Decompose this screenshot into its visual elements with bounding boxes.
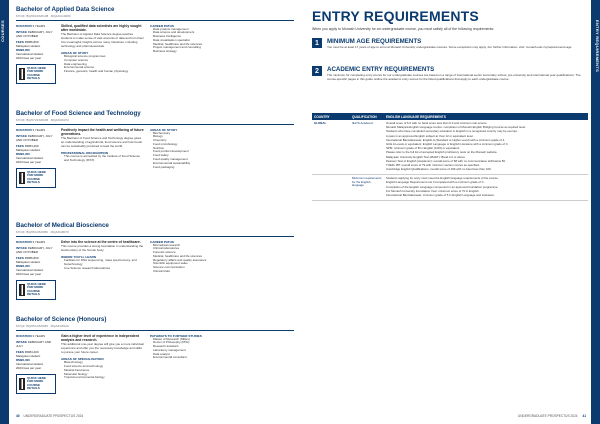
divider: [16, 124, 294, 125]
quick-link-label: QUICK HERE FOR MORE COURSE DETAILS: [27, 65, 46, 81]
requirement-line: Overall score of 6.0 with no band score less than 6.0 and minimum sub-scores.: [386, 121, 488, 125]
course-description: The Bachelor of Food Science and Technology degree gives an understanding of agricultural, food science and how foods can be sustainably produced to feed the world.: [61, 136, 142, 148]
quick-link-button[interactable]: [16, 64, 56, 84]
section-text: You must be at least 17 years of age to enrol at Monash University undergraduate courses. Some exceptions may apply. For further information, visit: monash.edu.my/requirements-age: [327, 45, 572, 49]
table-row: [312, 120, 588, 175]
section-heading: MINIMUM AGE REQUIREMENTS: [327, 38, 422, 45]
list-item: Chemistry: [153, 138, 167, 143]
list-item: Environmental sustainability: [153, 160, 191, 165]
requirement-line: Students applying for entry must meet the English language requirements of the course.: [386, 176, 499, 181]
requirement-line: Pearson Test of English (Academic): overall score of 58 with no communicative skill below 50.: [386, 158, 506, 163]
table-cell-country: [312, 175, 350, 201]
course-code: MYQF: BQ/0511/6/0050 · MQA/FA8070: [16, 230, 69, 234]
course-code: MYQF: BQ/0613/6/0108 · MQA/FA10083: [16, 14, 71, 18]
requirement-line: Completion of the English Language component in an approved foundation programme.: [386, 184, 499, 189]
divider: [16, 20, 294, 21]
requirement-line: Cambridge English Qualifications: overall score of 169 with no band less than 169.: [386, 167, 492, 172]
section-number: 2: [312, 66, 322, 76]
section-heading: ACADEMIC ENTRY REQUIREMENTS: [327, 66, 435, 73]
table-header: ENGLISH LANGUAGE REQUIREMENTS: [384, 113, 588, 120]
qr-code-icon: [19, 172, 25, 184]
list-item: Live Science research laboratories: [64, 265, 111, 270]
side-tab-label: ENTRY REQUIREMENTS: [595, 20, 600, 73]
section-heading: WHERE YOU'LL LEARN: [61, 255, 96, 260]
requirement-line: SPM: minimum grade of B in English (1119) or equivalent.: [386, 146, 460, 151]
fees: FEES RM86,800 Malaysian student RM98,000 International student 2024 fees per year: [16, 39, 44, 60]
duration: DURATION 3 YEARS: [16, 127, 46, 132]
quick-link-label: QUICK HERE FOR MORE COURSE DETAILS: [27, 375, 46, 391]
list-item: Research assistant: [153, 344, 179, 349]
course-lead: Delve into the science at the centre of healthcare.: [61, 239, 141, 244]
section-heading: CAREER PATHS: [150, 239, 174, 244]
duration: DURATION 3 YEARS: [16, 333, 46, 338]
list-item: Environmental consultant: [153, 355, 187, 360]
table-header-row: [312, 113, 588, 120]
course-title: Bachelor of Medical Bioscience: [16, 222, 109, 229]
list-item: Data visualisation specialist: [153, 37, 190, 42]
requirement-line: GCE A Levels or equivalent: English Language or English Literature with a minimum grade of C.: [386, 141, 509, 146]
list-item: Molecular biology: [64, 371, 88, 376]
divider: [16, 236, 294, 237]
list-item: Nutrition: [153, 145, 165, 150]
course-block: [16, 110, 294, 188]
list-item: Project management and consulting: [153, 45, 201, 50]
intake: INTAKE FEBRUARY, JULY AND OCTOBER: [16, 133, 53, 142]
requirement-section: [312, 38, 588, 50]
page-footer: [518, 414, 586, 418]
table-cell-requirements: [384, 175, 588, 201]
course-code: MYQF: BQ/0721/6/0036 · MQA/FA6272: [16, 118, 69, 122]
requirement-line: English Language Requirement met if completed with a minimum grade of C.: [386, 180, 485, 185]
footer-text: UNDERGRADUATE PROSPECTUS 2024: [23, 414, 84, 418]
course-description: This course provides a strong foundation in understanding the biochemistry of the human body.: [61, 244, 144, 252]
requirement-line: Please refer to the full list of accepted English proficiency tests on the Monash website.: [386, 150, 498, 155]
list-item: Laboratory management: [153, 347, 186, 352]
duration: DURATION 3 YEARS: [16, 23, 46, 28]
duration: DURATION 3 YEARS: [16, 239, 46, 244]
qr-code-icon: [19, 68, 25, 80]
qr-code-icon: [19, 284, 25, 296]
quick-link-button[interactable]: [16, 168, 56, 188]
page-title: ENTRY REQUIREMENTS: [312, 8, 479, 24]
list-item: Computer science: [64, 57, 89, 62]
qr-code-icon: [19, 378, 25, 390]
list-item: Biological science programmes: [64, 54, 106, 59]
right-page: [300, 0, 600, 424]
page-footer: [16, 414, 83, 418]
list-item: Biochemistry: [153, 130, 171, 135]
list-item: Facilities for DNA sequencing, mass spectrometry, and biotechnology: [64, 258, 137, 267]
fees: FEES RM84,400 Malaysian student RM96,400 International student 2024 fees per year: [16, 143, 44, 164]
requirement-line: International Baccalaureate: English A (Standard or Higher Level) with a minimum grade of 4.: [386, 137, 506, 142]
table-row: [312, 175, 588, 201]
section-heading: AREAS OF STUDY: [61, 51, 89, 56]
requirement-line: A pass in an approved English subject at Year 12 or equivalent level.: [386, 133, 474, 138]
table-cell-qualification: IELTS Academic: [350, 120, 384, 175]
course-description: The Bachelor of Applied Data Science degree teaches students to make sense of vast amounts of data and turn them into meaningful insights across many industries, including technology and pharmaceuticals.: [61, 32, 145, 48]
list-item: Scientific equipment sales: [153, 261, 188, 266]
section-heading: AREAS OF SPECIALISATION: [61, 357, 104, 362]
course-description: This additional one-year degree will give you a more individual experience and offer you the necessary knowledge and skills to pursue your future career.: [61, 342, 144, 354]
divider: [16, 330, 294, 331]
section-heading: PATHWAYS TO FURTHER STUDIES: [150, 333, 202, 338]
list-item: Business strategy: [153, 49, 177, 54]
quick-link-button[interactable]: [16, 374, 56, 394]
fees: FEES RM86,800 Malaysian student RM98,400 International student 2024 fees per year: [16, 255, 44, 276]
side-tab-entry-requirements[interactable]: [591, 0, 600, 424]
list-item: Food quality management: [153, 157, 188, 162]
intake: INTAKE FEBRUARY, JULY AND OCTOBER: [16, 29, 53, 38]
list-item: Food product development: [153, 149, 189, 154]
list-item: Medical bioscience: [64, 367, 90, 372]
list-item: Business intelligence: [153, 34, 182, 39]
fees: FEES RM84,400 Malaysian student RM96,400 International student 2024 fees per year: [16, 349, 44, 370]
course-block: [16, 316, 294, 394]
course-lead: Skilled, qualified data scientists are highly sought after worldwide.: [61, 23, 142, 32]
list-item: Science communication: [153, 265, 185, 270]
list-item: Food science and technology: [64, 364, 104, 369]
intake: INTAKE FEBRUARY, JULY AND OCTOBER: [16, 245, 53, 254]
page-intro: When you apply to Monash University for an undergraduate course, you must satisfy all of the following requirements:: [312, 27, 495, 31]
intake: INTAKE FEBRUARY AND JULY: [16, 339, 52, 348]
course-lead: Positively impact the health and wellbeing of future generations.: [61, 127, 144, 136]
list-item: Biotechnology: [64, 360, 83, 365]
list-item: Master of Research (MRes): [153, 336, 190, 341]
list-item: Medical, healthcare and life sciences: [153, 253, 203, 258]
list-item: Food microbiology: [153, 141, 178, 146]
list-item: Food packaging: [153, 164, 175, 169]
course-lead: Gain a higher level of experience in independent analysis and research.: [61, 333, 140, 342]
requirement-line: Malaysian University English Test (MUET): Band 4.0 or above.: [386, 154, 466, 159]
course-title: Bachelor of Science (Honours): [16, 316, 107, 323]
list-item: Forensic science: [153, 250, 176, 255]
course-code: MYQF: BQ/0511/6/0069 · MQA/FA8129: [16, 324, 69, 328]
page-number: 40: [16, 414, 20, 418]
table-cell-requirements: [384, 120, 588, 175]
list-item: Biomedical research: [153, 242, 181, 247]
list-item: Medical, healthcare and life sciences: [153, 41, 203, 46]
list-item: Finance, genetics, health and human physiology: [64, 69, 129, 74]
requirement-section: [312, 66, 588, 82]
list-item: Doctor of Philosophy (PhD): [153, 340, 190, 345]
requirement-line: TOEFL iBT: overall score of 79 with minimum section scores as specified.: [386, 162, 480, 167]
section-heading: CAREER PATHS: [150, 23, 174, 28]
course-block: [16, 6, 294, 84]
list-item: Food safety: [153, 153, 169, 158]
table-cell-qualification: Minimum requirements for the English language: [350, 175, 384, 201]
list-item: This course is accredited by the Institute of Food Science and Technology (IFST).: [64, 154, 141, 163]
list-item: Data analyst: [153, 351, 170, 356]
list-item: Environmental science: [64, 65, 95, 70]
requirement-line: Students who have completed secondary education in English in a recognised country may be exempt.: [386, 129, 518, 134]
list-item: Regulatory affairs and quality assurance: [153, 257, 207, 262]
quick-link-label: QUICK HERE FOR MORE COURSE DETAILS: [27, 169, 46, 185]
list-item: Clinical laboratories: [153, 246, 180, 251]
section-number: 1: [312, 38, 322, 48]
list-item: Clinical trials: [153, 269, 170, 274]
side-tab-label: COURSES: [0, 20, 5, 42]
course-title: Bachelor of Food Science and Technology: [16, 110, 141, 117]
quick-link-label: QUICK HERE FOR MORE COURSE DETAILS: [27, 281, 46, 297]
page-number: 41: [582, 414, 586, 418]
list-item: Data engineering: [64, 61, 87, 66]
table-header: QUALIFICATION: [350, 113, 384, 120]
course-title: Bachelor of Applied Data Science: [16, 6, 115, 13]
list-item: Data product management: [153, 26, 189, 31]
side-tab-courses[interactable]: [0, 0, 9, 424]
list-item: Data science and development: [153, 30, 195, 35]
quick-link-button[interactable]: [16, 280, 56, 300]
requirements-table: [312, 113, 588, 201]
section-heading: AREAS OF STUDY: [150, 127, 178, 132]
table-header: COUNTRY: [312, 113, 350, 120]
table-cell-country: GLOBAL: [312, 120, 350, 175]
course-block: [16, 222, 294, 300]
section-heading: PROFESSIONAL RECOGNITION: [61, 151, 109, 156]
footer-text: UNDERGRADUATE PROSPECTUS 2024: [517, 414, 578, 418]
list-item: Biology: [153, 134, 163, 139]
requirement-line: For Monash University Foundation Year: minimum score of 70 in English.: [386, 188, 480, 193]
requirement-line: International Baccalaureate: minimum grade of 5 in English Language and Literature.: [386, 193, 495, 197]
requirement-line: Monash Malaysia English Language Centre: completion of Monash English Bridging Course at required level.: [386, 125, 526, 130]
section-text: The minimum for completing entry scores for our undergraduate courses are based on a range of international senior secondary school, pre-university and international year qualifications. The course-specific pages in this guide outline the academic entry scores for the listed qualifications that apply to each undergraduate course.: [327, 73, 581, 81]
list-item: Tropical environmental biology: [64, 375, 105, 380]
